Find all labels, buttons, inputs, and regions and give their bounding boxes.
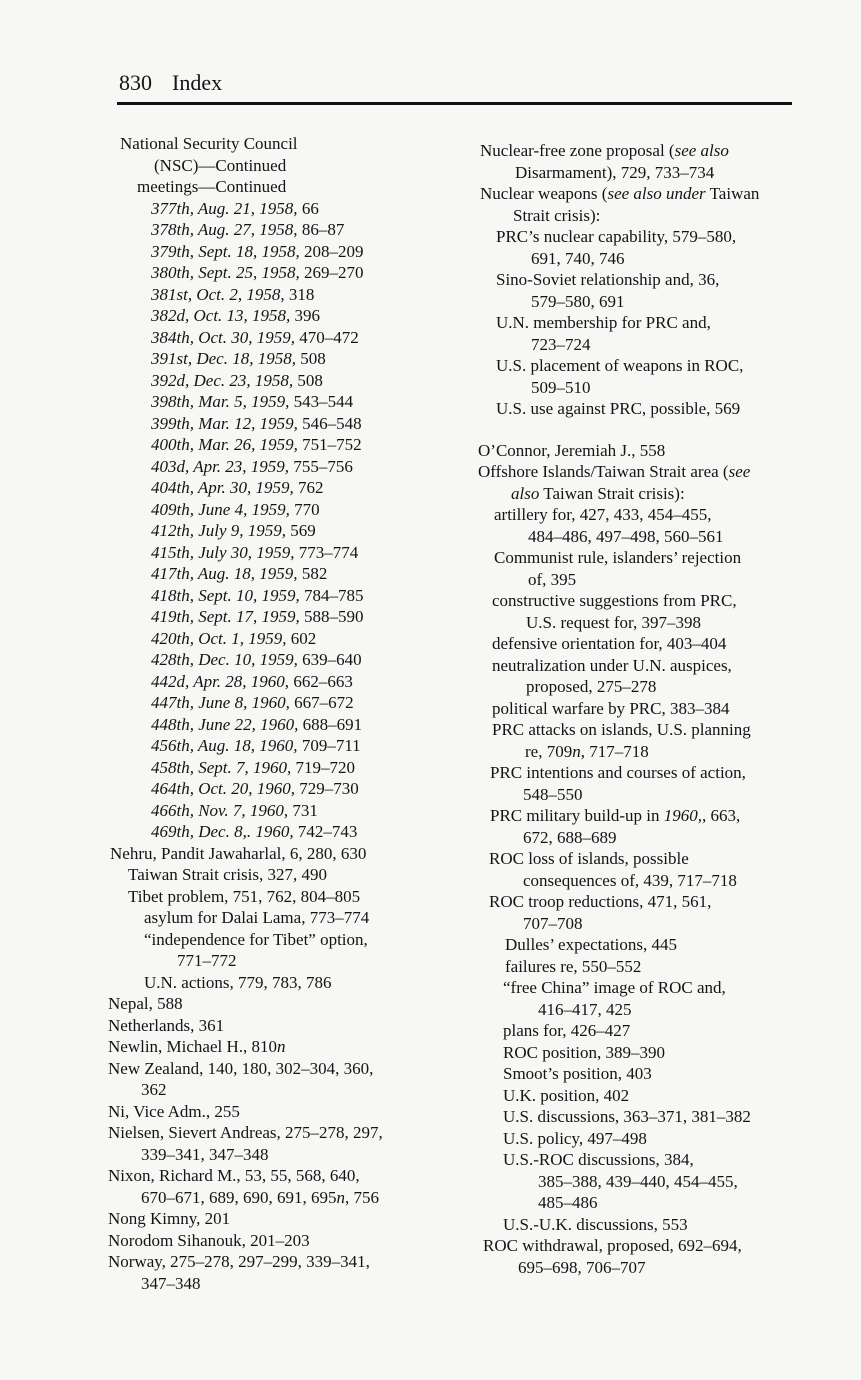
italic-text: 456th, Aug. 18, 1960, [151,736,298,755]
index-line [151,520,316,542]
index-line [108,1251,370,1273]
index-text: U.S.-ROC discussions, 384, [503,1150,694,1169]
index-line [531,377,591,399]
italic-text: 382d, Oct. 13, 1958, [151,306,291,325]
index-line [503,1128,647,1150]
index-text: Taiwan [705,184,760,203]
index-line [151,585,364,607]
index-line [503,977,726,999]
index-text: Nielsen, Sievert Andreas, 275–278, 297, [108,1123,383,1142]
index-line [151,563,327,585]
index-text: 347–348 [141,1273,201,1293]
index-line [503,1085,629,1107]
italic-text: 400th, Mar. 26, 1959, [151,435,298,454]
index-line [526,612,701,634]
index-text: of, 395 [528,569,577,589]
index-text: PRC’s nuclear capability, 579–580, [496,227,737,246]
index-line [490,762,746,784]
index-line [531,334,591,356]
italic-text: 415th, July 30, 1959, [151,542,295,562]
italic-text: 466th, Nov. 7, 1960, [151,800,289,820]
index-text: 691, 740, 746 [531,248,625,268]
index-text: 86–87 [297,220,345,239]
index-line [151,348,326,370]
index-text: U.N. actions, 779, 783, 786 [144,972,332,992]
index-line [492,590,737,612]
index-line [108,1122,383,1144]
index-line [151,821,357,843]
index-text: 784–785 [299,585,364,605]
index-line [151,219,344,241]
index-text: 695–698, 706–707 [518,1257,646,1277]
index-text: 709–711 [297,736,361,755]
index-line [528,526,724,548]
index-text: 548–550 [523,784,583,804]
index-text: U.S. request for, 397–398 [526,612,701,632]
index-line [490,805,740,827]
index-line [141,1079,167,1101]
italic-text: 379th, Sept. 18, 1958, [151,241,300,261]
italic-text: 381st, Oct. 2, 1958, [151,284,285,304]
index-line [538,1171,738,1193]
index-text: 672, 688–689 [523,827,617,847]
index-text: Nepal, 588 [108,994,183,1013]
index-text: proposed, 275–278 [526,677,657,696]
index-text: Netherlands, 361 [108,1015,225,1035]
index-line [141,1144,269,1166]
index-line [141,1273,201,1295]
index-text: 688–691 [298,714,363,734]
index-text: PRC intentions and courses of action, [490,763,746,782]
index-text: 731 [288,800,318,820]
index-line [492,719,751,741]
index-text: meetings—Continued [137,177,287,196]
index-text: 269–270 [299,263,364,282]
index-line [141,1187,379,1209]
index-line [523,784,583,806]
italic-text: 447th, June 8, 1960, [151,693,290,712]
index-text: ROC position, 389–390 [503,1042,665,1062]
index-line [137,176,286,198]
index-text: 508 [293,370,323,390]
italic-text: 428th, Dec. 10, 1959, [151,650,298,669]
index-line [515,162,714,184]
index-line [151,241,364,263]
index-text: political warfare by PRC, 383–384 [492,698,730,718]
index-text: 719–720 [291,757,355,777]
index-line [496,398,740,420]
index-text: artillery for, 427, 433, 454–455, [494,505,712,524]
index-line [108,1230,310,1252]
index-text: (NSC)—Continued [154,155,287,175]
index-line [513,205,600,227]
index-text: defensive orientation for, 403–404 [492,634,727,653]
index-text: , 756 [345,1187,379,1207]
italic-text: 377th, Aug. 21, 1958, [151,198,298,218]
index-line [151,757,355,779]
index-text: neutralization under U.N. auspices, [492,655,732,675]
index-text: 667–672 [289,693,354,712]
running-head-title: Index [172,70,223,95]
index-line [151,735,361,757]
index-line [523,827,617,849]
index-text: 579–580, 691 [531,291,625,311]
index-text: 543–544 [289,392,354,411]
index-text: 485–486 [538,1193,598,1212]
index-text: Norway, 275–278, 297–299, 339–341, [108,1252,370,1271]
index-line [478,461,750,483]
italic-text: 464th, Oct. 20, 1960, [151,779,296,798]
index-line [505,934,677,956]
index-text: Nuclear weapons ( [480,184,608,203]
index-line [496,226,736,248]
index-line [489,891,711,913]
index-line [151,284,314,306]
index-line [492,698,730,720]
index-line [480,140,729,162]
index-line [503,1063,652,1085]
index-text: U.S.-U.K. discussions, 553 [503,1214,688,1234]
index-line [494,547,741,569]
index-text: 546–548 [297,413,362,433]
index-line [151,499,320,521]
index-line [151,198,319,220]
index-text: Nixon, Richard M., 53, 55, 568, 640, [108,1166,360,1185]
index-line [503,1020,630,1042]
italic-text: 448th, June 22, 1960, [151,714,299,734]
index-line [151,262,364,284]
index-line [151,413,362,435]
index-text: ROC loss of islands, possible [489,849,689,868]
index-text: 508 [295,349,326,368]
index-line [526,676,656,698]
index-text: 569 [286,521,316,540]
index-line [151,692,354,714]
index-text: Disarmament), 729, 733–734 [515,162,715,182]
index-line [480,183,759,205]
italic-text: 398th, Mar. 5, 1959, [151,392,290,411]
italic-text: 403d, Apr. 23, 1959, [151,456,290,476]
index-text: 588–590 [299,607,364,626]
index-text: Norodom Sihanouk, 201–203 [108,1230,310,1250]
index-line [151,434,362,456]
index-line [151,649,362,671]
index-text: re, 709 [525,741,573,761]
index-text: Smoot’s position, 403 [503,1064,652,1083]
index-line [483,1235,742,1257]
index-text: 339–341, 347–348 [141,1144,269,1164]
index-text: U.S. use against PRC, possible, 569 [496,399,741,418]
index-text: U.K. position, 402 [503,1085,630,1105]
index-line [489,848,689,870]
index-line [528,569,576,591]
index-line [144,907,369,929]
index-line [503,1214,688,1236]
index-line [151,542,358,564]
index-text: , 717–718 [580,741,649,761]
index-line [523,870,737,892]
italic-text: 391st, Dec. 18, 1958, [151,349,296,368]
index-text: Newlin, Michael H., 810 [108,1037,278,1056]
index-text: 729–730 [295,779,359,798]
index-text: Ni, Vice Adm., 255 [108,1101,240,1121]
index-line [151,327,359,349]
index-line [151,456,353,478]
index-text: asylum for Dalai Lama, 773–774 [144,908,370,927]
index-text: Dulles’ expectations, 445 [505,935,678,954]
index-line [503,1106,751,1128]
index-line [151,800,318,822]
italic-text: 442d, Apr. 28, 1960, [151,671,290,691]
index-line [128,864,327,886]
index-text: 602 [286,628,317,648]
index-text: 771–772 [177,951,237,970]
italic-text: see [728,462,751,481]
italic-text: also [511,483,540,503]
index-text: constructive suggestions from PRC, [492,591,737,610]
index-text: “free China” image of ROC and, [503,978,726,997]
italic-text: 418th, Sept. 10, 1959, [151,585,300,605]
index-text: O’Connor, Jeremiah J., 558 [478,440,666,460]
index-line [108,1208,230,1230]
index-text: 723–724 [531,334,591,354]
index-text: ROC withdrawal, proposed, 692–694, [483,1236,742,1255]
index-text: Taiwan Strait crisis): [539,483,685,503]
index-line [177,950,237,972]
index-line [144,929,368,951]
index-line [151,671,353,693]
index-text: 755–756 [289,456,353,476]
index-line [151,714,362,736]
index-text: 770 [289,499,320,519]
italic-text: n [336,1187,345,1207]
index-line [151,391,353,413]
index-line [108,993,183,1015]
index-text: Nong Kimny, 201 [108,1209,231,1228]
index-line [518,1257,646,1279]
index-line [492,633,726,655]
index-text: Nehru, Pandit Jawaharlal, 6, 280, 630 [110,843,367,863]
index-line [494,504,711,526]
index-text: 773–774 [294,542,359,562]
index-line [108,1058,373,1080]
index-text: U.S. discussions, 363–371, 381–382 [503,1107,751,1126]
italic-text: 417th, Aug. 18, 1959, [151,564,298,583]
index-text: plans for, 426–427 [503,1021,631,1040]
index-text: 582 [297,564,328,583]
index-text: Tibet problem, 751, 762, 804–805 [128,886,361,906]
index-line [151,606,364,628]
index-line [538,1192,598,1214]
index-text: Strait crisis): [513,205,601,225]
index-line [505,956,641,978]
index-text: 509–510 [531,377,591,397]
index-line [511,483,685,505]
index-line [151,778,359,800]
index-text: 470–472 [295,327,359,347]
italic-text: 380th, Sept. 25, 1958, [151,263,300,282]
index-line [523,913,583,935]
italic-text: 469th, Dec. 8,. 1960, [151,822,294,841]
italic-text: 409th, June 4, 1959, [151,499,290,519]
index-text: 742–743 [293,822,358,841]
index-text: Offshore Islands/Taiwan Strait area ( [478,462,729,481]
index-line [496,355,743,377]
index-text: 670–671, 689, 690, 691, 695 [141,1187,337,1207]
index-text: 208–209 [299,241,364,261]
header-rule [117,102,792,105]
index-line [120,133,298,155]
index-line [496,269,719,291]
italic-text: see also [674,141,729,160]
italic-text: see also under [607,184,706,203]
index-line [151,628,316,650]
index-line [503,1042,665,1064]
index-text: 762 [293,478,324,497]
index-text: consequences of, 439, 717–718 [523,870,737,890]
italic-text: 384th, Oct. 30, 1959, [151,327,296,347]
index-text: 318 [284,284,315,304]
index-line [108,1165,360,1187]
index-line [478,440,665,462]
index-line [151,305,320,327]
index-text: Nuclear-free zone proposal ( [480,141,675,160]
italic-text: n [572,741,581,761]
index-line [144,972,331,994]
italic-text: n [277,1037,286,1056]
index-text: 662–663 [289,671,353,691]
index-line [108,1101,240,1123]
index-line [496,312,711,334]
index-line [503,1149,694,1171]
index-text: 385–388, 439–440, 454–455, [538,1171,738,1191]
index-text: New Zealand, 140, 180, 302–304, 360, [108,1058,374,1078]
index-line [154,155,286,177]
italic-text: 392d, Dec. 23, 1958, [151,370,294,390]
index-text: , 663, [702,806,741,825]
italic-text: 1960, [663,806,703,825]
index-line [492,655,732,677]
index-line [525,741,649,763]
index-line [108,1015,224,1037]
index-text: 416–417, 425 [538,999,632,1019]
italic-text: 419th, Sept. 17, 1959, [151,607,300,626]
index-text: PRC attacks on islands, U.S. planning [492,720,751,739]
italic-text: 399th, Mar. 12, 1959, [151,413,298,433]
italic-text: 378th, Aug. 27, 1958, [151,220,298,239]
index-text: U.N. membership for PRC and, [496,313,711,332]
index-text: Taiwan Strait crisis, 327, 490 [128,865,328,884]
italic-text: 412th, July 9, 1959, [151,521,287,540]
index-line [531,291,625,313]
index-line [538,999,632,1021]
index-text: ROC troop reductions, 471, 561, [489,892,712,911]
index-line [108,1036,286,1058]
page-number: 830 [119,70,152,95]
index-text: Communist rule, islanders’ rejection [494,548,742,567]
index-text: 66 [297,198,319,218]
index-text: U.S. policy, 497–498 [503,1128,647,1148]
index-text: “independence for Tibet” option, [144,929,368,949]
index-text: Sino-Soviet relationship and, 36, [496,270,720,289]
index-text: 707–708 [523,913,583,933]
italic-text: 404th, Apr. 30, 1959, [151,478,294,497]
index-text: failures re, 550–552 [505,956,642,976]
index-line [110,843,366,865]
italic-text: 458th, Sept. 7, 1960, [151,757,292,777]
index-text: PRC military build-up in [490,806,664,825]
index-line [151,370,323,392]
index-text: 362 [141,1080,167,1099]
index-line [128,886,360,908]
index-line [531,248,625,270]
italic-text: 420th, Oct. 1, 1959, [151,628,287,648]
index-line [151,477,324,499]
index-text: 639–640 [297,650,362,669]
index-text: U.S. placement of weapons in ROC, [496,356,744,375]
index-text: 396 [290,306,321,325]
index-text: 484–486, 497–498, 560–561 [528,526,724,546]
index-text: 751–752 [297,435,362,454]
index-text: National Security Council [120,134,298,153]
